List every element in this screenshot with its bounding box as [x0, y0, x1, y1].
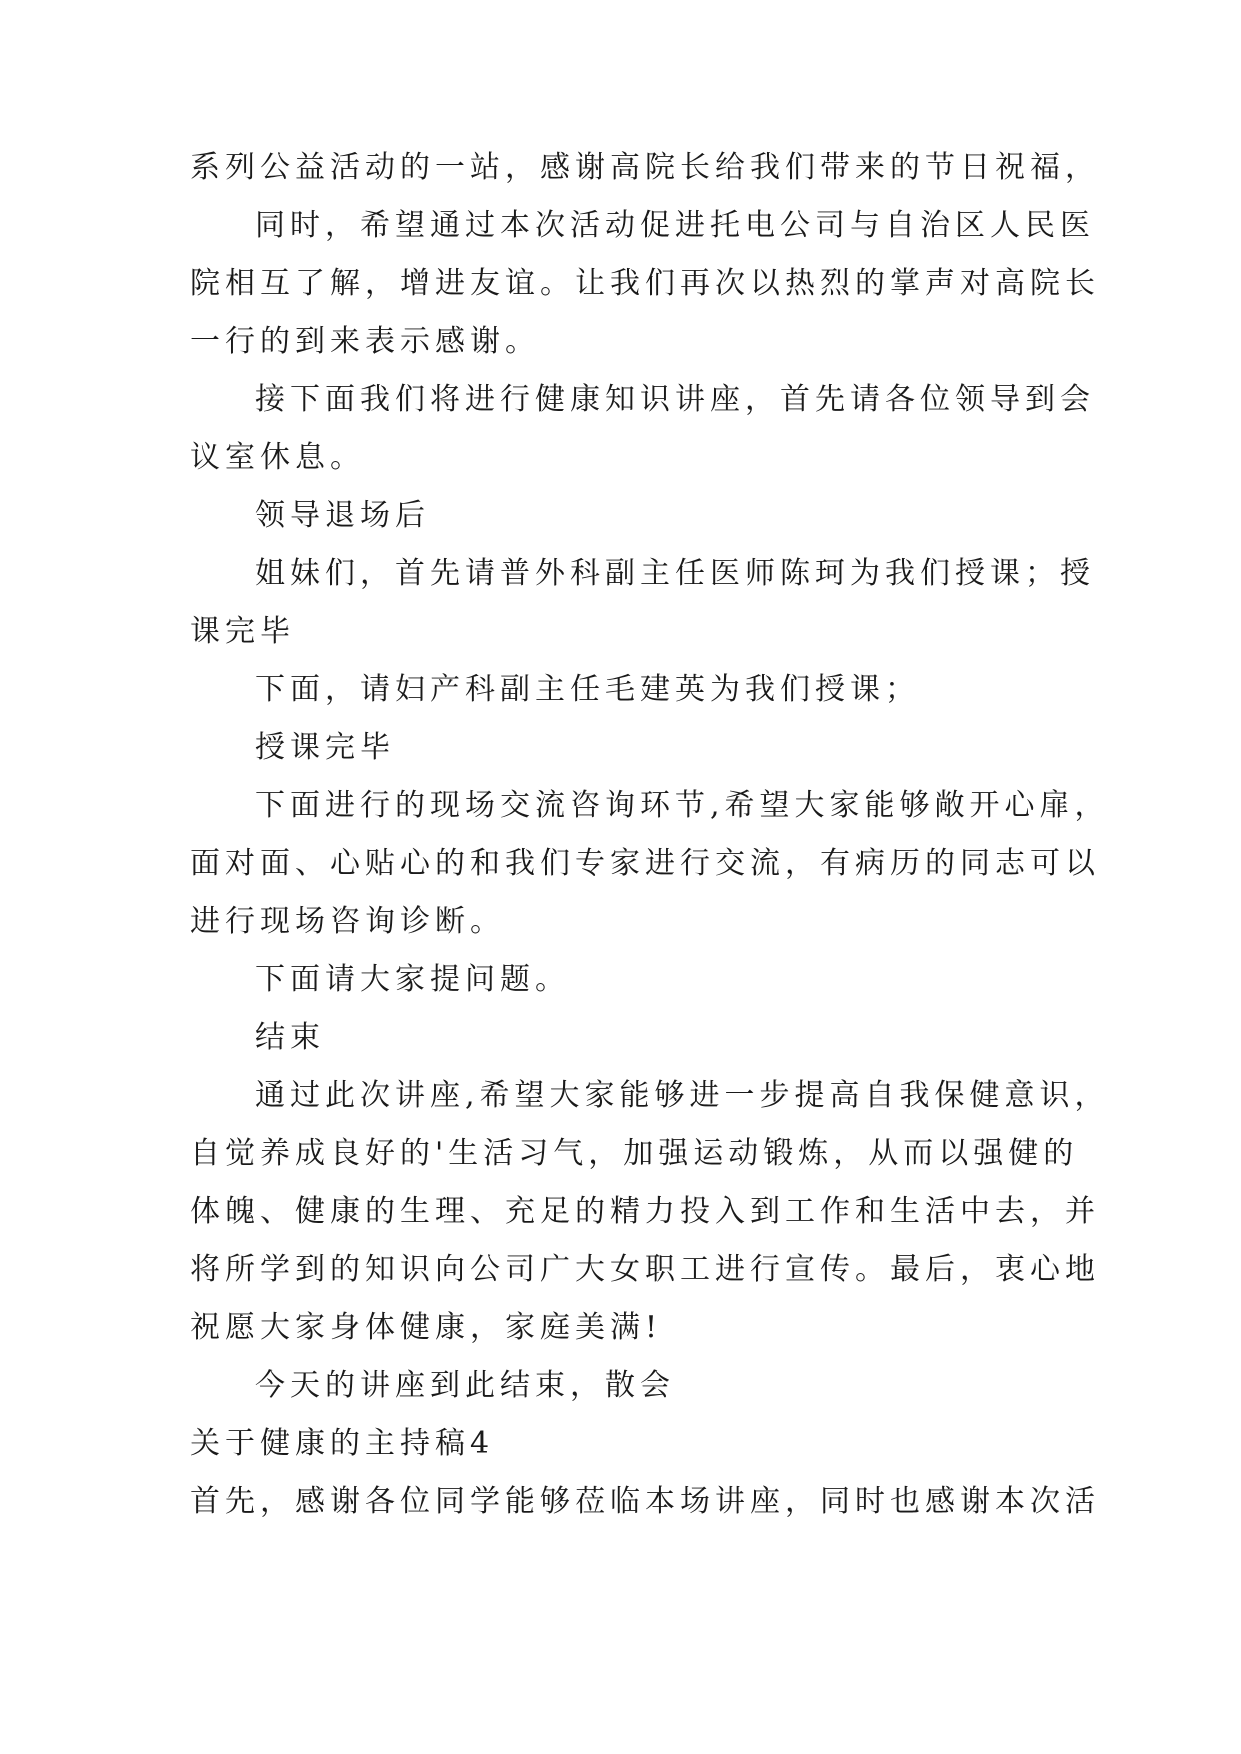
paragraph-line: 接下面我们将进行健康知识讲座，首先请各位领导到会	[255, 382, 1095, 417]
section-heading: 关于健康的主持稿4	[190, 1426, 495, 1461]
paragraph-line: 祝愿大家身体健康，家庭美满!	[190, 1310, 663, 1345]
paragraph-line: 今天的讲座到此结束，散会	[255, 1368, 675, 1403]
paragraph-line: 进行现场咨询诊断。	[190, 904, 505, 939]
paragraph-line: 议室休息。	[190, 440, 365, 475]
paragraph-line: 一行的到来表示感谢。	[190, 324, 540, 359]
paragraph-line: 面对面、心贴心的和我们专家进行交流，有病历的同志可以	[190, 846, 1100, 881]
paragraph-line: 姐妹们，首先请普外科副主任医师陈珂为我们授课；授	[255, 556, 1095, 591]
paragraph-line: 下面，请妇产科副主任毛建英为我们授课；	[255, 672, 920, 707]
paragraph-line: 下面进行的现场交流咨询环节,希望大家能够敞开心扉，	[255, 788, 1110, 823]
paragraph-line: 通过此次讲座,希望大家能够进一步提高自我保健意识，	[255, 1078, 1110, 1113]
paragraph-line: 下面请大家提问题。	[255, 962, 570, 997]
paragraph-line: 课完毕	[190, 614, 295, 649]
paragraph-line: 自觉养成良好的'生活习气，加强运动锻炼，从而以强健的	[190, 1136, 1079, 1171]
paragraph-line: 体魄、健康的生理、充足的精力投入到工作和生活中去，并	[190, 1194, 1100, 1229]
paragraph-line: 领导退场后	[255, 498, 430, 533]
paragraph-line: 结束	[255, 1020, 325, 1055]
paragraph-line: 首先，感谢各位同学能够莅临本场讲座，同时也感谢本次活	[190, 1484, 1100, 1519]
paragraph-line: 院相互了解，增进友谊。让我们再次以热烈的掌声对高院长	[190, 266, 1100, 301]
paragraph-line: 同时，希望通过本次活动促进托电公司与自治区人民医	[255, 208, 1095, 243]
paragraph-line: 将所学到的知识向公司广大女职工进行宣传。最后，衷心地	[190, 1252, 1100, 1287]
paragraph-line: 系列公益活动的一站，感谢高院长给我们带来的节日祝福，	[190, 150, 1100, 185]
paragraph-line: 授课完毕	[255, 730, 395, 765]
